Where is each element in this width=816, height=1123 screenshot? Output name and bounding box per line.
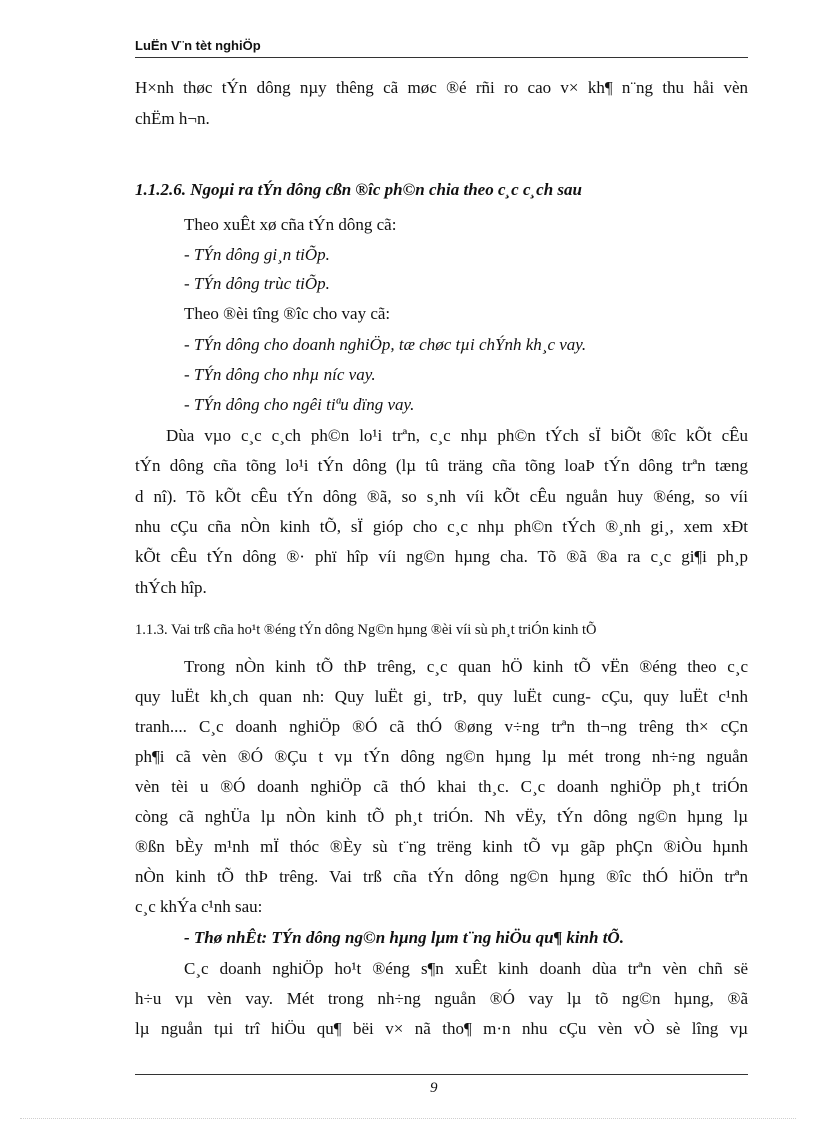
paragraph-line: thÝch hîp. — [135, 578, 207, 597]
running-header: LuËn V¨n tèt nghiÖp — [135, 38, 261, 53]
paragraph-line: Dùa vµo c¸c c¸ch ph©n lo¹i trªn, c¸c nhµ ph©n tÝch sÏ biÕt ®îc kÕt cÊu — [166, 426, 748, 445]
page-number: 9 — [430, 1080, 438, 1096]
paragraph-line: h÷u vµ vèn vay. Mét trong nh÷ng nguån ®Ó vay lµ tõ ng©n hµng, ®ã — [135, 989, 748, 1008]
paragraph-line: C¸c doanh nghiÖp ho¹t ®éng s¶n xuÊt kinh doanh dùa trªn vèn chñ së — [184, 959, 748, 978]
paragraph-line: nhu cÇu cña nÒn kinh tÕ, sÏ gióp cho c¸c nhµ ph©n tÝch ®¸nh gi¸, xem xÐt — [135, 517, 748, 536]
paragraph-line: Trong nÒn kinh tÕ thÞ trêng, c¸c quan hÖ kinh tÕ vËn ®éng theo c¸c — [184, 657, 748, 676]
paragraph-line: lµ nguån tµi trî hiÖu qu¶ bëi v× nã tho¶ m·n nhu cÇu vèn vÒ sè lîng vµ — [135, 1019, 748, 1038]
paragraph-line: tranh.... C¸c doanh nghiÖp ®Ó cã thÓ ®øng v÷ng trªn th¬ng trêng th× cÇn — [135, 717, 748, 736]
paragraph-line: c¸c khÝa c¹nh sau: — [135, 897, 263, 916]
paragraph-line: Theo xuÊt xø cña tÝn dông cã: — [184, 215, 397, 234]
paragraph-line: quy luËt kh¸ch quan nh: Quy luËt gi¸ trÞ, quy luËt cung- cÇu, quy luËt c¹nh — [135, 687, 748, 706]
list-item: - TÝn dông cho nhµ níc vay. — [184, 365, 376, 384]
paragraph-line: tÝn dông cña tõng lo¹i tÝn dông (lµ tû träng cña tõng loaÞ tÝn dông trªn tæng — [135, 456, 748, 475]
list-item: - TÝn dông trùc tiÕp. — [184, 274, 330, 293]
list-item: - TÝn dông gi¸n tiÕp. — [184, 245, 330, 264]
header-divider — [135, 57, 748, 58]
paragraph-line: kÕt cÊu tÝn dông ®· phï hîp víi ng©n hµng cha. Tõ ®ã ®a ra c¸c gi¶i ph¸p — [135, 547, 748, 566]
page-edge-divider — [20, 1118, 796, 1119]
list-item: - TÝn dông cho ngêi tiªu dïng vay. — [184, 395, 415, 414]
paragraph-line: còng cã nghÜa lµ nÒn kinh tÕ ph¸t triÓn. Nh vËy, tÝn dông ng©n hµng lµ — [135, 807, 748, 826]
paragraph-line: Theo ®èi tîng ®îc cho vay cã: — [184, 304, 391, 323]
list-item: - TÝn dông cho doanh nghiÖp, tæ chøc tµi chÝnh kh¸c vay. — [184, 335, 587, 354]
section-heading-1-1-3: 1.1.3. Vai trß cña ho¹t ®éng tÝn dông Ng©n hµng ®èi víi sù ph¸t triÓn kinh tÕ — [135, 622, 597, 638]
section-heading-1-1-2-6: 1.1.2.6. Ngoµi ra tÝn dông cßn ®îc ph©n chia theo c¸c c¸ch sau — [135, 180, 582, 199]
paragraph-line: vèn tèi u ®Ó doanh nghiÖp cã thÓ khai th¸c. C¸c doanh nghiÖp ph¸t triÓn — [135, 777, 748, 796]
paragraph-line: nÒn kinh tÕ thÞ trêng. Vai trß cña tÝn dông ng©n hµng ®îc thÓ hiÖn trªn — [135, 867, 748, 886]
subheading-first-role: - Thø nhÊt: TÝn dông ng©n hµng lµm t¨ng hiÖu qu¶ kinh tÕ. — [184, 928, 624, 947]
footer-divider — [135, 1074, 748, 1075]
paragraph-line: ®ßn bÈy m¹nh mÏ thóc ®Èy sù t¨ng trëng kinh tÕ vµ gãp phÇn ®iÒu hµnh — [135, 837, 748, 856]
paragraph-line: ph¶i cã vèn ®Ó ®Çu t vµ tÝn dông ng©n hµng lµ mét trong nh÷ng nguån — [135, 747, 748, 766]
paragraph-line: chËm h¬n. — [135, 109, 210, 128]
paragraph-line: H×nh thøc tÝn dông nµy thêng cã møc ®é rñi ro cao v× kh¶ n¨ng thu håi vèn — [135, 78, 748, 97]
paragraph-line: d nî). Tõ kÕt cÊu tÝn dông ®ã, so s¸nh víi kÕt cÊu nguån huy ®éng, so víi — [135, 487, 748, 506]
